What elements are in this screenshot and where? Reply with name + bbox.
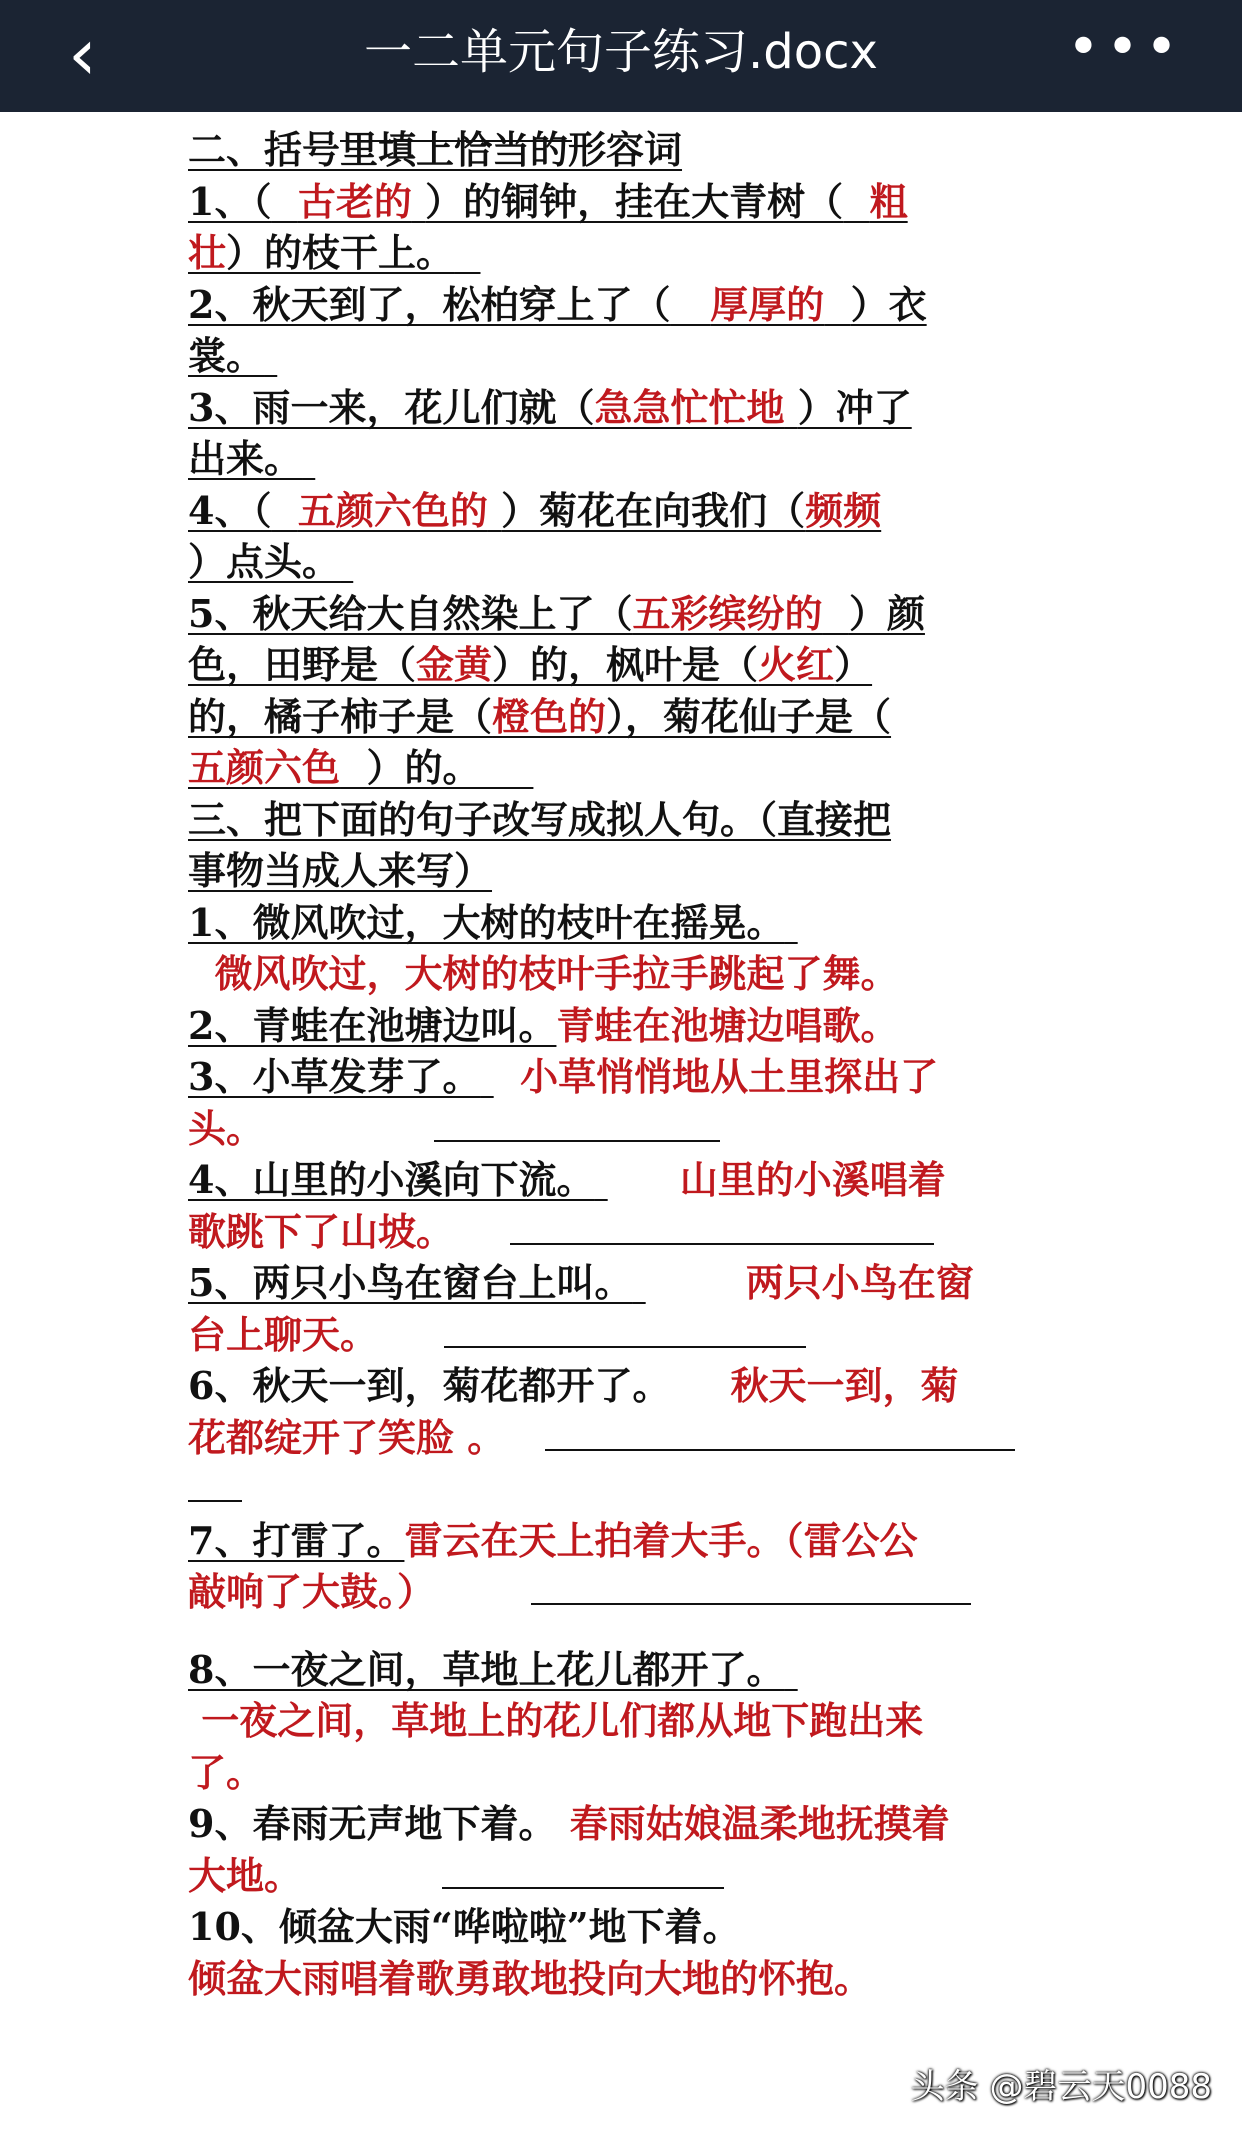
s2-item-1-line1: 1、（ 古老的 ）的铜钟，挂在大青树（ 粗 xyxy=(188,178,908,224)
s3-item-3-line2: 头。 xyxy=(188,1103,1052,1155)
s3-item-1-answer: 微风吹过，大树的枝叶手拉手跳起了舞。 xyxy=(214,951,899,996)
section3-heading-line1: 三、把下面的句子改写成拟人句。（直接把 xyxy=(188,796,892,842)
s2-item-5-line3: 的，橘子柿子是（橙色的），菊花仙子是（ xyxy=(188,693,892,739)
s2-item-3-line2: 出来。 xyxy=(188,436,303,481)
more-options-icon[interactable]: ••• xyxy=(1066,15,1184,80)
document-title: 一二单元句子练习.docx xyxy=(364,24,878,80)
watermark: 头条 @碧云天0088 xyxy=(910,2067,1212,2107)
s3-item-8-answer-line1: 一夜之间，草地上的花儿们都从地下跑出来 xyxy=(201,1698,924,1743)
s3-item-10-answer: 倾盆大雨唱着歌勇敢地投向大地的怀抱。 xyxy=(188,1955,873,2001)
s2-item-5-line1: 5、秋天给大自然染上了（五彩缤纷的 ）颜 xyxy=(188,590,925,636)
top-bar xyxy=(0,0,1242,112)
s3-item-7-line2: 敲响了大鼓。） xyxy=(188,1566,1052,1618)
s2-item-5-line4: 五颜六色 ）的。 xyxy=(188,745,481,790)
s2-item-5-line2: 色，田野是（金黄）的，枫叶是（火红） xyxy=(188,642,873,687)
s3-item-4-line1: 4、山里的小溪向下流。 山里的小溪唱着 xyxy=(188,1157,946,1202)
document-body xyxy=(188,124,1052,2004)
s2-item-3-line1: 3、雨一来，花儿们就（急急忙忙地 ）冲了 xyxy=(188,384,912,430)
s3-item-5-line1: 5、两只小鸟在窗台上叫。 两只小鸟在窗 xyxy=(188,1260,974,1305)
s3-item-5-line2: 台上聊天。 xyxy=(188,1309,1052,1361)
s3-item-9-line1: 9、春雨无声地下着。 春雨姑娘温柔地抚摸着 xyxy=(188,1801,950,1846)
s2-item-4-line1: 4、（ 五颜六色的 ）菊花在向我们（频频 xyxy=(188,487,882,533)
s3-item-2: 2、青蛙在池塘边叫。青蛙在池塘边唱歌。 xyxy=(188,1002,899,1048)
s3-item-9-line2: 大地。 xyxy=(188,1850,1052,1902)
s2-item-4-line2: ）点头。 xyxy=(188,539,341,584)
s3-item-7-line1: 7、打雷了。雷云在天上拍着大手。（雷公公 xyxy=(188,1517,918,1563)
section3-heading-line2: 事物当成人来写） xyxy=(188,848,493,893)
s3-item-8-answer-line2: 了。 xyxy=(188,1749,265,1795)
s3-item-6-line2: 花都绽开了笑脸 。 xyxy=(188,1412,1052,1464)
section2-heading: 二、括号里填上恰当的形容词 xyxy=(188,127,683,172)
s3-item-3-line1: 3、小草发芽了。 小草悄悄地从土里探出了 xyxy=(188,1054,939,1099)
s3-item-6-line3 xyxy=(188,1463,1052,1515)
answer: 古老的 xyxy=(297,178,412,224)
s3-item-10-question: 10、倾盆大雨“哗啦啦”地下着。 xyxy=(188,1904,741,1949)
s3-item-4-line2: 歌跳下了山坡。 xyxy=(188,1206,1052,1258)
s2-item-1-line2: 壮）的枝干上。 xyxy=(188,230,455,275)
s2-item-2-line2: 裳。 xyxy=(188,333,265,378)
s3-item-6-line1: 6、秋天一到，菊花都开了。 秋天一到，菊 xyxy=(188,1363,959,1408)
s3-item-8-question: 8、一夜之间，草地上花儿都开了。 xyxy=(188,1646,785,1692)
s2-item-2-line1: 2、秋天到了，松柏穿上了（ 厚厚的 ）衣 xyxy=(188,281,927,327)
s3-item-1-question: 1、微风吹过，大树的枝叶在摇晃。 xyxy=(188,899,785,945)
back-chevron-icon[interactable]: ‹ xyxy=(68,12,97,96)
